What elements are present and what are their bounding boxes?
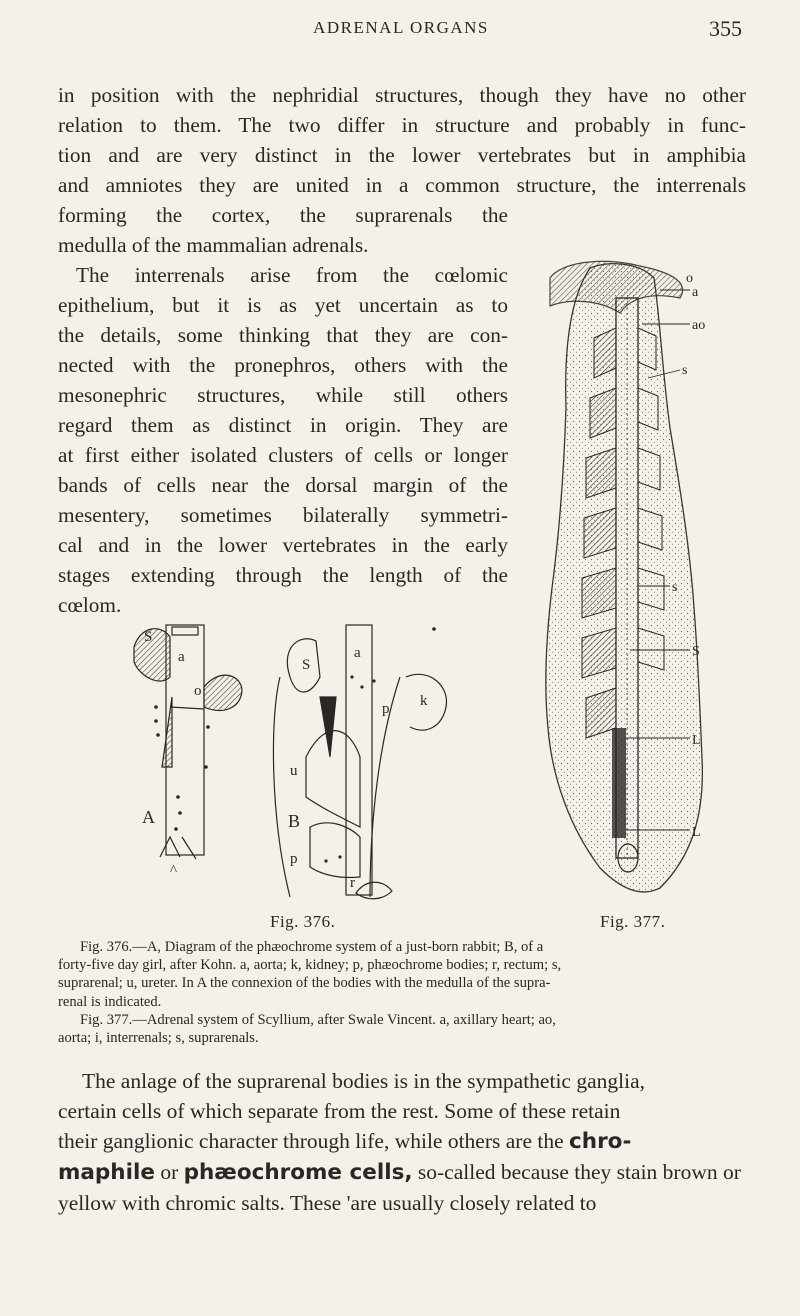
caption-line: forty-five day girl, after Kohn. a, aorta; k, kidney; p, phæochrome bodies; r, rectum; s, [58,957,562,974]
caption-line: Fig. 377.—Adrenal system of Scyllium, after Swale Vincent. a, axillary heart; ao, [80,1011,556,1028]
fig376a-label: A [142,807,155,827]
text-line: at first either isolated clusters of cells or longer [58,443,508,467]
fig377-label: ao [692,318,706,333]
text-line: stages extending through the length of the [58,563,508,587]
text-line: yellow with chromic salts. These 'are usually closely related to [58,1191,597,1215]
text-line: and amniotes they are united in a common structure, the interrenals [58,173,746,197]
fig377-label: L [692,825,701,840]
text-run: so-called because they stain brown or [417,1160,741,1184]
text-line: cal and in the lower vertebrates in the early [58,533,508,557]
text-line: relation to them. The two differ in structure and probably in func- [58,113,746,137]
fig376a-label: o [194,683,202,699]
fig376a-label: a [178,649,185,665]
figure-captions [58,938,746,1047]
text-line: cœlom. [58,593,122,617]
fig377-label: L [692,733,701,748]
text-line: regard them as distinct in origin. They are [58,413,508,437]
text-line: The anlage of the suprarenal bodies is in the sympathetic ganglia, [82,1069,645,1093]
caption-line: Fig. 376.—A, Diagram of the phæochrome system of a just-born rabbit; B, of a [80,939,544,955]
fig376b-label: S [302,657,311,673]
fig376b-label: k [420,693,428,709]
text-line: mesonephric structures, while still others [58,383,508,407]
page-number: 355 [709,16,742,41]
figure-376-drawing [130,617,510,907]
figure-377-label: Fig. 377. [600,912,666,931]
text-line: nected with the pronephros, others with the [58,353,508,377]
fig377-label: o [686,271,693,286]
fig376b-label: a [354,645,361,661]
figure-377-drawing [530,258,720,900]
text-line: tion and are very distinct in the lower vertebrates but in amphibia [58,143,746,167]
text-line: medulla of the mammalian adrenals. [58,233,369,257]
fig377-label: S [692,644,700,659]
fig376b-label: r [350,875,355,891]
text-run: or [160,1160,179,1184]
fig376b-label: p [290,851,298,867]
fig376b-label: p [382,701,390,717]
bold-term: maphile [58,1160,155,1185]
text-run: their ganglionic character through life, while others are the [58,1129,564,1153]
figure-376 [130,617,510,907]
caption-line: suprarenal; u, ureter. In A the connexion of the bodies with the medulla of the supra- [58,975,551,992]
fig376b-label: B [288,811,301,831]
text-line: bands of cells near the dorsal margin of the [58,473,508,497]
text-line: The interrenals arise from the cœlomic [76,263,508,287]
diagram-b [273,625,446,899]
text-line: the details, some thinking that they are con- [58,323,508,347]
caption-line: renal is indicated. [58,993,162,1010]
fig377-label: a [692,285,699,300]
fig377-label: s [672,580,678,595]
bold-term: chro- [569,1129,632,1154]
running-head: ADRENAL ORGANS [313,18,489,37]
text-line: forming the cortex, the suprarenals the [58,203,508,227]
figure-377 [530,258,720,900]
text-line: in position with the nephridial structures, though they have no other [58,83,746,107]
figure-376-label: Fig. 376. [270,912,336,931]
caption-line: aorta; i, interrenals; s, suprarenals. [58,1030,259,1047]
fig376a-label: S [144,629,153,645]
bold-term: phæochrome cells, [183,1160,413,1185]
closing-paragraph [58,1066,746,1218]
text-line [58,1157,746,1188]
fig377-label: s [682,363,688,378]
text-line: mesentery, sometimes bilaterally symmetri- [58,503,508,527]
fig376b-label: u [290,763,298,779]
text-line: epithelium, but it is as yet uncertain as to [58,293,508,317]
fig376a-label: ^ [170,863,178,879]
page-header [60,18,742,48]
text-line [58,1126,746,1157]
text-line: certain cells of which separate from the rest. Some of these retain [58,1099,621,1123]
